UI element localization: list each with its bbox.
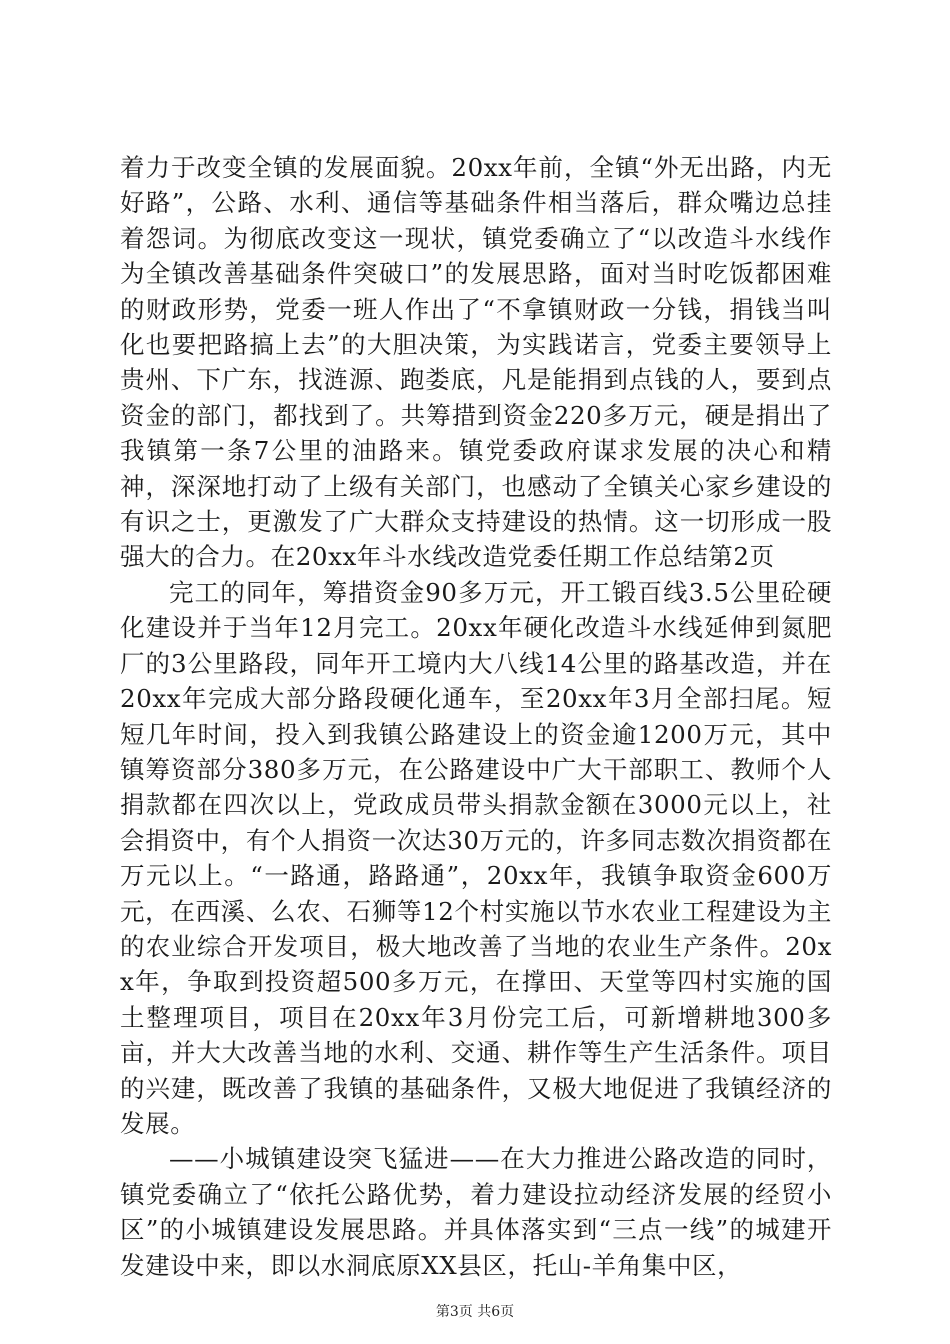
paragraph-2: 完工的同年，筹措资金90多万元，开工锻百线3.5公里砼硬化建设并于当年12月完工。20xx年硬化改造斗水线延伸到氮肥厂的3公里路段，同年开工境内大八线14公里的路基改造，并在20xx年完成大部分路段硬化通车，至20xx年3月全部扫尾。短短几年时间，投入到我镇公路建设上的资金逾1200万元，其中镇筹资部分380多万元，在公路建设中广大干部职工、教师个人捐款都在四次以上，党政成员带头捐款金额在3000元以上，社会捐资中，有个人捐资一次达30万元的，许多同志数次捐资都在万元以上。“一路通，路路通”，20xx年，我镇争取资金600万元，在西溪、么农、石狮等12个村实施以节水农业工程建设为主的农业综合开发项目，极大地改善了当地的农业生产条件。20xx年，争取到投资超500多万元，在撑田、天堂等四村实施的国土整理项目，项目在20xx年3月份完工后，可新增耕地300多亩，并大大改善当地的水利、交通、耕作等生产生活条件。项目的兴建，既改善了我镇的基础条件，又极大地促进了我镇经济的发展。	[120, 577, 832, 1138]
paragraph-3: ——小城镇建设突飞猛进——在大力推进公路改造的同时，镇党委确立了“依托公路优势，着力建设拉动经济发展的经贸小区”的小城镇建设发展思路。并具体落实到“三点一线”的城建开发建设中来，即以水洞底原XX县区，托山-羊角集中区，	[120, 1144, 832, 1280]
document-body	[120, 150, 832, 1283]
paragraph-1: 着力于改变全镇的发展面貌。20xx年前，全镇“外无出路，内无好路”，公路、水利、通信等基础条件相当落后，群众嘴边总挂着怨词。为彻底改变这一现状，镇党委确立了“以改造斗水线作为全镇改善基础条件突破口”的发展思路，面对当时吃饭都困难的财政形势，党委一班人作出了“不拿镇财政一分钱，捐钱当叫化也要把路搞上去”的大胆决策，为实践诺言，党委主要领导上贵州、下广东，找涟源、跑娄底，凡是能捐到点钱的人，要到点资金的部门，都找到了。共筹措到资金220多万元，硬是捐出了我镇第一条7公里的油路来。镇党委政府谋求发展的决心和精神，深深地打动了上级有关部门，也感动了全镇关心家乡建设的有识之士，更激发了广大群众支持建设的热情。这一切形成一股强大的合力。在20xx年斗水线改造党委任期工作总结第2页	[120, 153, 832, 572]
page-footer: 第3页 共6页	[435, 1304, 515, 1320]
